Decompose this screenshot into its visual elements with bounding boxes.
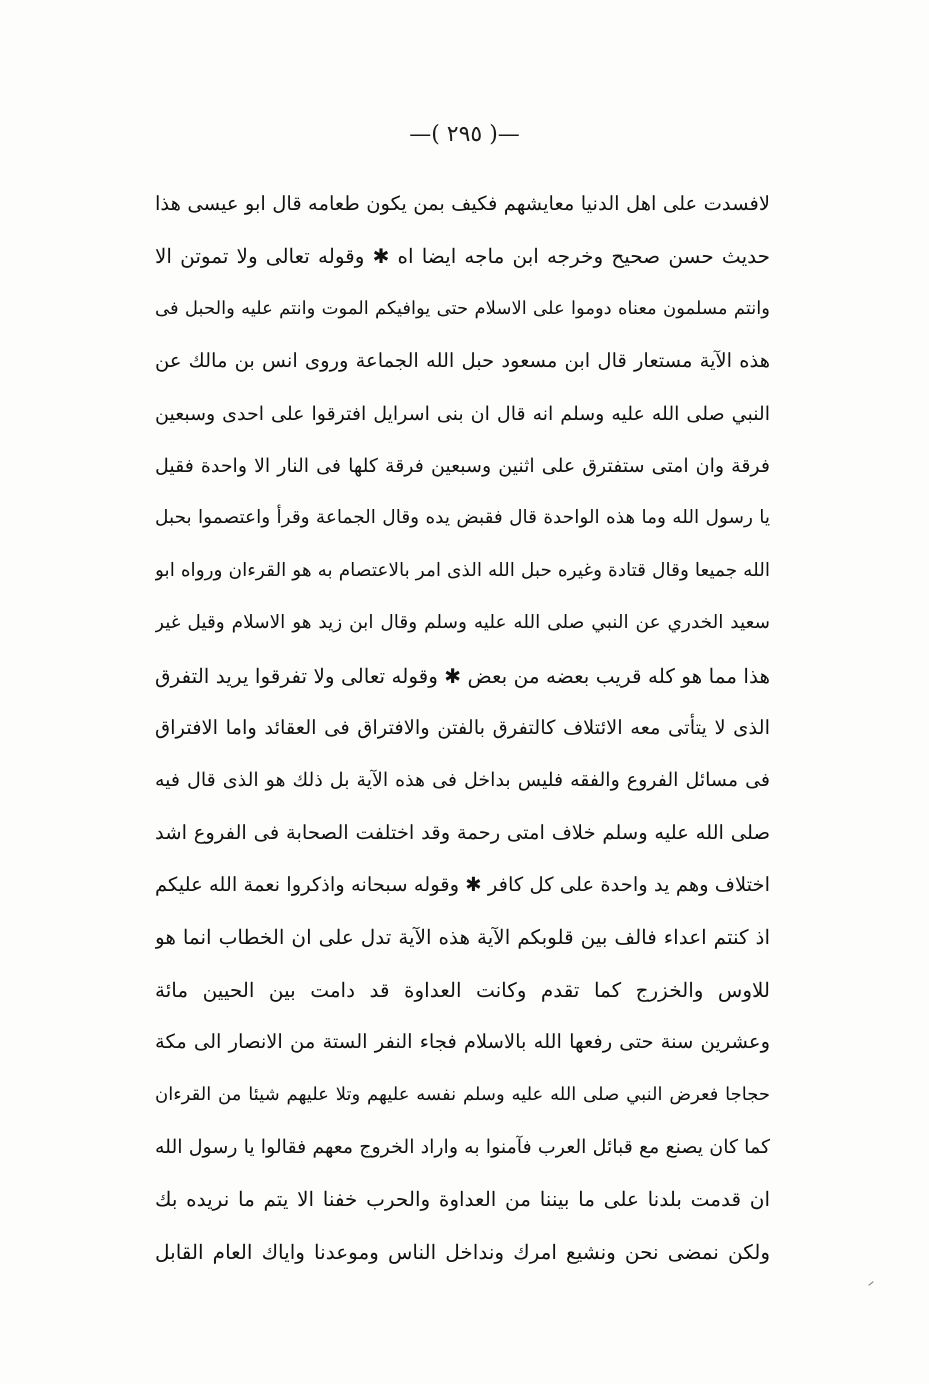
text-line: اختلاف وهم يد واحدة على كل كافر ✱ وقوله سبحانه واذكروا نعمة الله عليكم (155, 873, 770, 897)
text-line: وعشرين سنة حتى رفعها الله بالاسلام فجاء النفر الستة من الانصار الى مكة (155, 1030, 770, 1054)
text-line: فى مسائل الفروع والفقه فليس بداخل فى هذه الآية بل ذلك هو الذى قال فيه (155, 769, 770, 792)
scan-speck (868, 1281, 873, 1286)
text-line: حجاجا فعرض النبي صلى الله عليه وسلم نفسه عليهم وتلا عليهم شيئا من القرءان (155, 1083, 770, 1105)
text-line: يا رسول الله وما هذه الواحدة قال فقبض يده وقال الجماعة وقرأ واعتصموا بحبل (155, 507, 770, 529)
arabic-text-body (155, 178, 770, 1278)
text-line: النبي صلى الله عليه وسلم انه قال ان بنى اسرايل افترقوا على احدى وسبعين (155, 402, 770, 425)
text-line: لافسدت على اهل الدنيا معايشهم فكيف بمن يكون طعامه قال ابو عيسى هذا (155, 192, 770, 215)
text-line: حديث حسن صحيح وخرجه ابن ماجه ايضا اه ✱ وقوله تعالى ولا تموتن الا (155, 244, 770, 269)
text-line: الله جميعا وقال قتادة وغيره حبل الله الذى امر بالاعتصام به هو القرءان ورواه ابو (155, 559, 770, 581)
text-line: صلى الله عليه وسلم خلاف امتى رحمة وقد اختلفت الصحابة فى الفروع اشد (155, 820, 770, 844)
text-line: هذا مما هو كله قريب بعضه من بعض ✱ وقوله تعالى ولا تفرقوا يريد التفرق (155, 663, 770, 688)
text-line: هذه الآية مستعار قال ابن مسعود حبل الله الجماعة وروى انس بن مالك عن (155, 349, 770, 373)
text-line: وانتم مسلمون معناه دوموا على الاسلام حتى يوافيكم الموت وانتم عليه والحبل فى (155, 297, 770, 319)
text-line: اذ كنتم اعداء فالف بين قلوبكم الآية هذه الآية تدل على ان الخطاب انما هو (155, 925, 770, 950)
text-line: كما كان يصنع مع قبائل العرب فآمنوا به واراد الخروج معهم فقالوا يا رسول الله (155, 1136, 770, 1159)
text-line: سعيد الخدري عن النبي صلى الله عليه وسلم وقال ابن زيد هو الاسلام وقيل غير (155, 612, 770, 634)
text-line: الذى لا يتأتى معه الائتلاف كالتفرق بالفتن والافتراق فى العقائد واما الافتراق (155, 715, 770, 739)
text-line: ان قدمت بلدنا على ما بيننا من العداوة والحرب خفنا الا يتم ما نريده بك (155, 1187, 770, 1212)
page-number: —( ٢٩٥ )— (409, 122, 520, 147)
text-line: ولكن نمضى نحن ونشيع امرك ونداخل الناس وموعدنا واياك العام القابل (155, 1239, 770, 1264)
text-line: فرقة وان امتى ستفترق على اثنين وسبعين فرقة كلها فى النار الا واحدة فقيل (155, 454, 770, 477)
text-line: للاوس والخزرج كما تقدم وكانت العداوة قد دامت بين الحيين مائة (155, 977, 770, 1002)
